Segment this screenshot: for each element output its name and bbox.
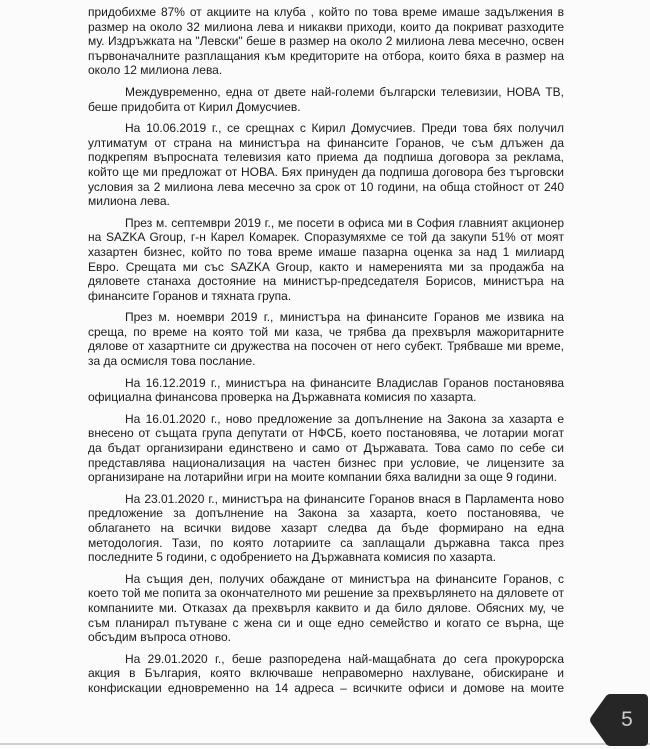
paragraph: На 16.01.2020 г., ново предложение за допълнение на Закона за хазарта е внесено от същата група депутати от НФСБ, което постановява, че лотарии могат да бъдат организирани единствено и само от Държавата. Това само по себе си представлява национализация на частен бизнес при условие, че лицензите за организиране на лотарийни игри на моите компании бяха валидни за още 9 години. (88, 411, 564, 485)
paragraph: На 16.12.2019 г., министъра на финансите Владислав Горанов постановява официална финансова проверка на Държавната комисия по хазарта. (88, 375, 564, 405)
paragraph: На 10.06.2019 г., се срещнах с Кирил Домусчиев. Преди това бях получил ултиматум от страна на министъра на финансите Горанов, че съм длъжен да подкрепям въпросната телевизия като приема да подпиша договора за реклама, който ще ми предложат от НОВА. Бях принуден да подпиша договора без търговски условия за 2 милиона лева месечно за срок от 10 години, на обща стойност от 240 милиона лева. (88, 121, 564, 209)
document-text (88, 5, 564, 696)
paragraph: На 29.01.2020 г., беше разпоредена най-мащабната до сега прокурорска акция в България, която включваше неправомерно нахлуване, обискиране и конфискации едновременно на 14 адреса – всичките офиси и домове на моите (88, 651, 564, 695)
paragraph: На същия ден, получих обаждане от министъра на финансите Горанов, с което той ме попита за окончателното ми решение за прехвърлянето на дяловете от компаниите ми. Отказах да прехвърля каквито и да било дялове. Обясних му, че съм планирал пътуване с жена си и още едно семейство и когато се върна, ще обсъдим въпроса отново. (88, 571, 564, 645)
paragraph: Междувременно, една от двете най-големи български телевизии, НОВА ТВ, беше придобита от Кирил Домусчиев. (88, 84, 564, 114)
paragraph: През м. ноември 2019 г., министъра на финансите Горанов ме извика на среща, по време на която той ми каза, че трябва да прехвърля мажоритарните дялове от хазартните си дружества на посочен от него субект. Трябваше ми време, за да осмисля това послание. (88, 310, 564, 369)
footer-divider (0, 743, 650, 745)
paragraph: придобихме 87% от акциите на клуба , който по това време имаше задължения в размер на около 32 милиона лева и никакви приходи, които да покриват разходите му. Издръжката на "Левски" беше в размер на около 2 милиона лева месечно, освен първоначалните разплащания към кредиторите на отбора, които бяха в размер на около 12 милиона лева. (88, 5, 564, 78)
page-number: 5 (621, 708, 633, 731)
paragraph: През м. септември 2019 г., ме посети в офиса ми в София главният акционер на SAZKA Group, г-н Карел Комарек. Споразумяхме се той да закупи 51% от моят хазартен бизнес, който по това време имаше пазарна оценка за над 1 милиард Евро. Срещата ми със SAZKA Group, както и намеренията ми за продажба на дяловете станаха достояние на министър-председателя Борисов, министъра на финансите Горанов и тяхната група. (88, 215, 564, 303)
paragraph: На 23.01.2020 г., министъра на финансите Горанов внася в Парламента ново предложение за допълнение на Закона за хазарта, което постановява, че облагането на всички видове хазарт следва да бъде формирано на една методология. Тази, по която лотариите са заплащали държавна такса през последните 5 години, с одобрението на Държавната комисия по хазарта. (88, 491, 564, 565)
page-number-tab (590, 694, 648, 746)
